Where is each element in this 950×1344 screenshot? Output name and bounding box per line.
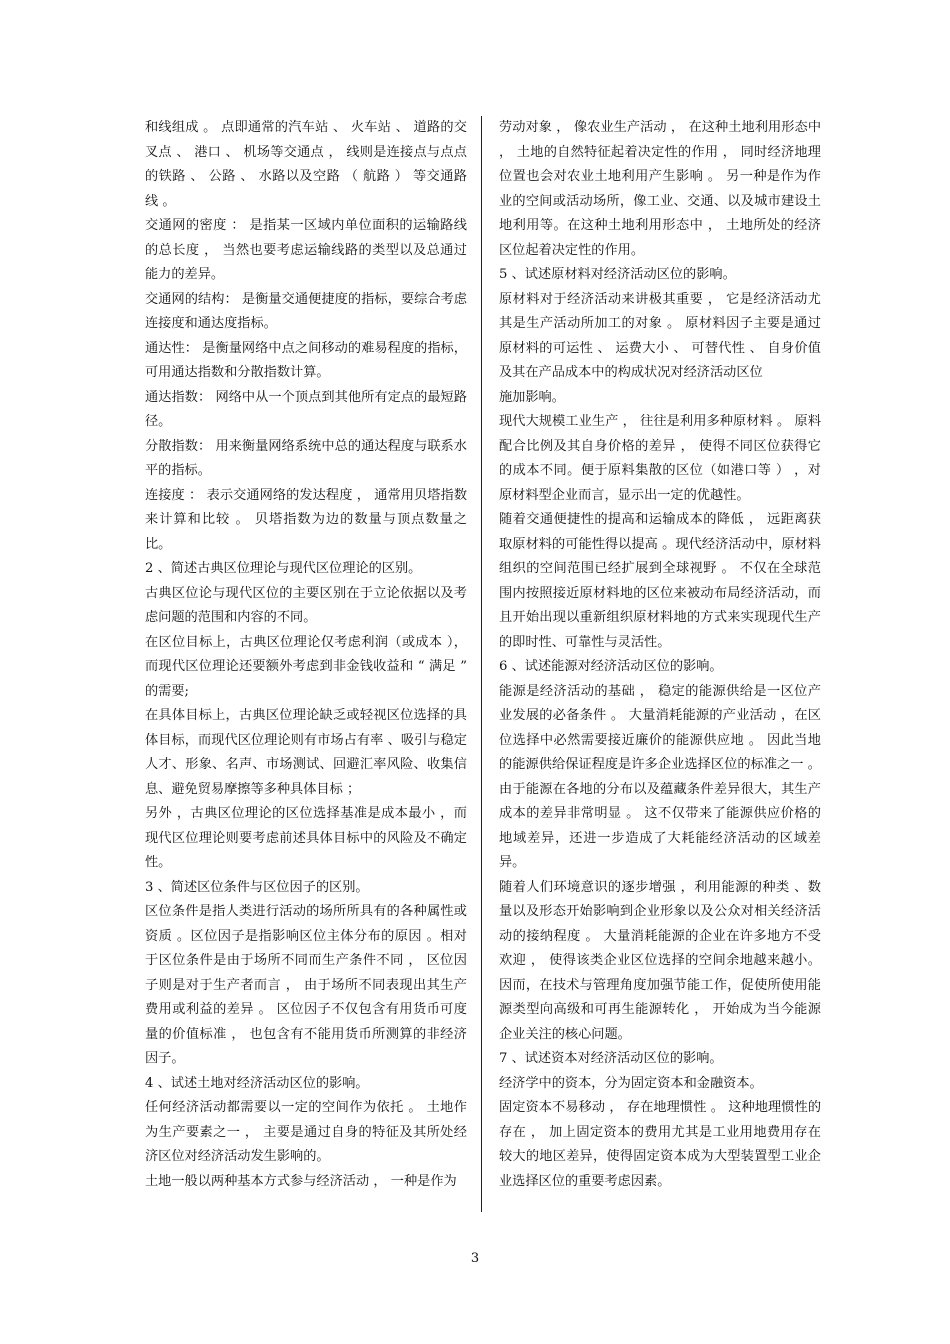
paragraph: 随着交通便捷性的提高和运输成本的降低 ， 远距离获取原材料的可能性得以提高 。现代经济活动中，原材料组织的空间范围已经扩展到全球视野 。 不仅在全球范围内按照接近原材料地的区位来被动布局经济活动，而且开始出现以重新组织原材料地的方式来实现现代生产的即时性、可靠性与灵活性。 xyxy=(499,512,821,650)
left-column xyxy=(145,116,467,1194)
paragraph: 能源是经济活动的基础 ， 稳定的能源供给是一区位产业发展的必备条件 。 大量消耗能源的产业活动 ，在区位选择中必然需要接近廉价的能源供应地 。 因此当地的能源供给保证程度是许多企业选择区位的标准之一 。 由于能源在各地的分布以及蕴藏条件差异很大，其生产成本的差异非常明显 。 这不仅带来了能源供应价格的地域差异，还进一步造成了大耗能经济活动的区域差异。 xyxy=(499,683,821,870)
paragraph: 原材料对于经济活动来讲极其重要 ， 它是经济活动尤其是生产活动所加工的对象 。 原材料因子主要是通过原材料的可运性 、 运费大小 、 可替代性 、 自身价值及其在产品成本中的构成状况对经济活动区位 xyxy=(499,291,821,380)
paragraph: 交通网的密度 ： 是指某一区域内单位面积的运输路线的总长度 ， 当然也要考虑运输线路的类型以及总通过能力的差异。 xyxy=(145,218,467,282)
question-heading: 6 、试述能源对经济活动区位的影响。 xyxy=(499,659,723,674)
question-heading: 4 、试述土地对经济活动区位的影响。 xyxy=(145,1075,369,1091)
paragraph: 现代大规模工业生产 ， 往往是利用多种原材料 。 原料配合比例及其自身价格的差异 ， 使得不同区位获得它的成本不同。便于原料集散的区位（如港口等 ） ，对原材料型企业而言，显示出一定的优越性。 xyxy=(499,414,821,503)
paragraph: 通达性： 是衡量网络中点之间移动的难易程度的指标，可用通达指数和分散指数计算。 xyxy=(145,340,467,380)
paragraph: 劳动对象 ， 像农业生产活动 ， 在这种土地利用形态中 ， 土地的自然特征起着决定性的作用 ， 同时经济地理位置也会对农业土地利用产生影响 。 另一种是作为作业的空间或活动场所，像工业、交通、以及城市建设土地利用等。在这种土地利用形态中 ， 土地所处的经济区位起着决定性的作用。 xyxy=(499,120,821,258)
question-heading: 7 、试述资本对经济活动区位的影响。 xyxy=(499,1051,723,1066)
paragraph: 在具体目标上，古典区位理论缺乏或轻视区位选择的具体目标，而现代区位理论则有市场占有率 、吸引与稳定人才、形象、名声、市场测试、回避汇率风险、收集信息、避免贸易摩擦等多种具体目标 ； xyxy=(145,708,467,797)
paragraph: 经济学中的资本，分为固定资本和金融资本。 xyxy=(499,1075,763,1091)
paragraph: 任何经济活动都需要以一定的空间作为依托 。 土地作为生产要素之一 ， 主要是通过自身的特征及其所处经济区位对经济活动发生影响的。 xyxy=(145,1100,467,1164)
paragraph: 古典区位论与现代区位的主要区别在于立论依据以及考虑问题的范围和内容的不同。 xyxy=(145,585,467,625)
paragraph: 连接度 ： 表示交通网络的发达程度 ， 通常用贝塔指数来计算和比较 。 贝塔指数为边的数量与顶点数量之比。 xyxy=(145,487,467,552)
paragraph: 区位条件是指人类进行活动的场所所具有的各种属性或资质 。区位因子是指影响区位主体分布的原因 。相对于区位条件是由于场所不同而生产条件不同 ， 区位因子则是对于生产者而言 ， 由于场所不同表现出其生产费用或利益的差异 。 区位因子不仅包含有用货币可度量的价值标准 ， 也包含有不能用货币所测算的非经济因子。 xyxy=(145,904,467,1066)
paragraph: 交通网的结构： 是衡量交通便捷度的指标，要综合考虑连接度和通达度指标。 xyxy=(145,291,467,331)
paragraph: 在区位目标上，古典区位理论仅考虑利润（或成本 ），而现代区位理论还要额外考虑到非金钱收益和 “ 满足 ” 的需要; xyxy=(145,634,467,699)
page-number: 3 xyxy=(470,1251,480,1266)
column-divider xyxy=(481,116,482,1212)
paragraph: 通达指数： 网络中从一个顶点到其他所有定点的最短路径。 xyxy=(145,389,467,429)
right-column xyxy=(499,116,821,1194)
paragraph: 随着人们环境意识的逐步增强 ，利用能源的种类 、数量以及形态开始影响到企业形象以及公众对相关经济活动的接纳程度 。 大量消耗能源的企业在许多地方不受欢迎 ， 使得该类企业区位选择的空间余地越来越小。因而，在技术与管理角度加强节能工作，促使所使用能源类型向高级和可再生能源转化 ， 开始成为当今能源企业关注的核心问题。 xyxy=(499,879,821,1042)
question-heading: 3 、简述区位条件与区位因子的区别。 xyxy=(145,879,369,895)
paragraph: 和线组成 。 点即通常的汽车站 、 火车站 、 道路的交叉点 、 港口 、 机场等交通点 ， 线则是连接点与点点的铁路 、 公路 、 水路以及空路 （ 航路 ） 等交通路线 。 xyxy=(145,120,467,209)
paragraph: 土地一般以两种基本方式参与经济活动 ， 一种是作为 xyxy=(145,1173,457,1189)
paragraph: 分散指数： 用来衡量网络系统中总的通达程度与联系水平的指标。 xyxy=(145,438,467,478)
question-heading: 2 、简述古典区位理论与现代区位理论的区别。 xyxy=(145,561,422,576)
question-heading: 5 、试述原材料对经济活动区位的影响。 xyxy=(499,267,736,282)
paragraph: 固定资本不易移动 ， 存在地理惯性 。 这种地理惯性的存在 ， 加上固定资本的费用尤其是工业用地费用存在较大的地区差异，使得固定资本成为大型装置型工业企业选择区位的重要考虑因素。 xyxy=(499,1100,821,1189)
paragraph: 施加影响。 xyxy=(499,389,565,405)
paragraph: 另外 ，古典区位理论的区位选择基准是成本最小 ，而现代区位理论则要考虑前述具体目标中的风险及不确定性。 xyxy=(145,806,467,870)
